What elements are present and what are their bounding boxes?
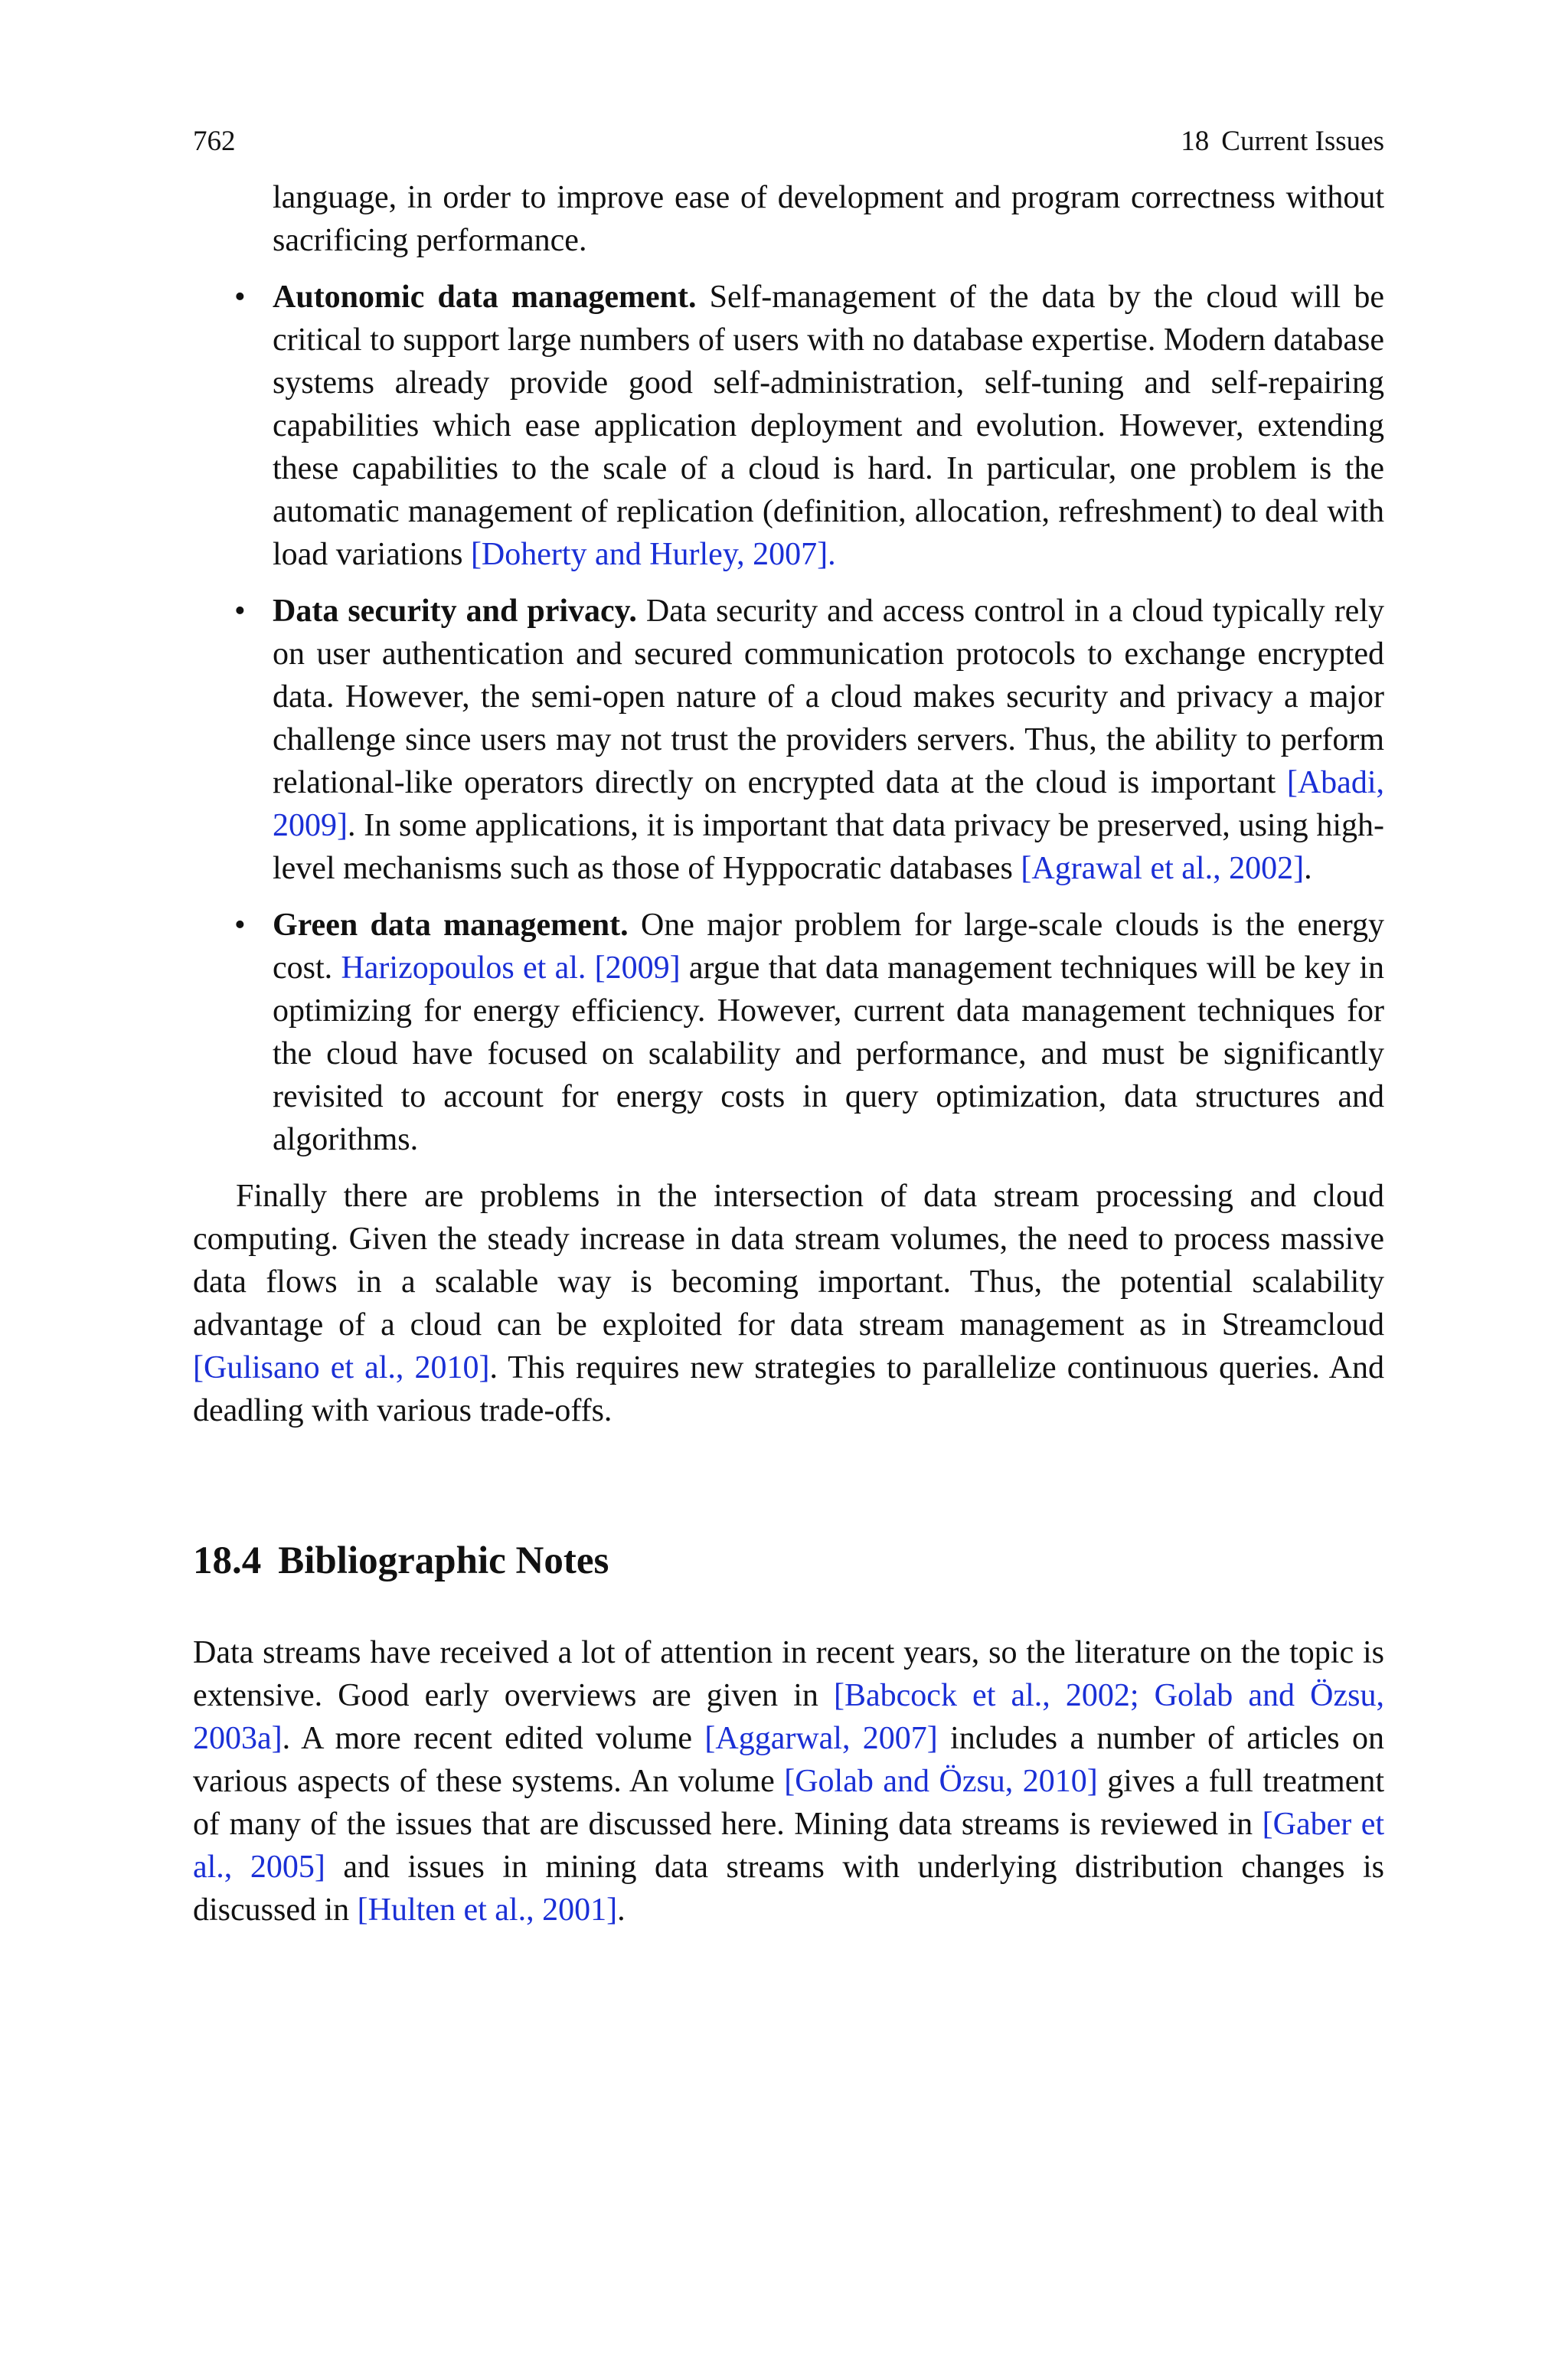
citation-link[interactable]: Harizopoulos et al. [2009]: [341, 950, 681, 986]
bullet-text: .: [1304, 851, 1312, 886]
citation-link[interactable]: [Gaber et al., 2005]: [193, 1807, 1384, 1885]
bullet-title: Data security and privacy.: [273, 594, 637, 629]
citation-link[interactable]: [Gulisano et al., 2010]: [193, 1350, 490, 1385]
bullet-autonomic-data-management: [193, 276, 1384, 576]
continued-text: language, in order to improve ease of development and program correctness without sacrificing performance.: [273, 180, 1384, 258]
bullet-paragraph: [273, 904, 1384, 1161]
paragraph-text: includes a number of articles on various aspects of these systems. An volume: [193, 1721, 1384, 1799]
citation-link[interactable]: [Golab and Özsu, 2010]: [784, 1764, 1098, 1799]
chapter-number: 18: [1181, 126, 1210, 157]
citation-link[interactable]: [Abadi, 2009]: [273, 765, 1384, 843]
bullet-title: Green data management.: [273, 908, 629, 943]
citation-link[interactable]: [Agrawal et al., 2002]: [1021, 851, 1305, 886]
bullet-text: argue that data management techniques will be key in optimizing for energy efficiency. However, current data management techniques for the cloud have focused on scalability and performance, and must be significantly revisited to account for energy costs in query optimization, data structures and algorithms.: [273, 950, 1384, 1157]
paragraph-text: gives a full treatment of many of the issues that are discussed here. Mining data streams is reviewed in: [193, 1764, 1385, 1842]
bullet-text: One major problem for large-scale clouds is the energy cost.: [273, 908, 1384, 986]
citation-link[interactable]: [Babcock et al., 2002; Golab and Özsu, 2003a]: [193, 1678, 1384, 1756]
section-title: Bibliographic Notes: [278, 1539, 609, 1582]
paragraph-text: . This requires new strategies to parallelize continuous queries. And deadling with various trade-offs.: [193, 1350, 1385, 1428]
bullet-marker: •: [234, 280, 246, 315]
running-head: [193, 123, 1384, 161]
chapter-heading: [1181, 123, 1384, 161]
bullet-text: Self-management of the data by the cloud will be critical to support large numbers of users with no database expertise. Modern database systems already provide good self-administration, self-tuning and self-repairing capabilities which ease application deployment and evolution. However, extending these capabilities to the scale of a cloud is hard. In particular, one problem is the automatic management of replication (definition, allocation, refreshment) to deal with load variations: [273, 280, 1384, 572]
bullet-list: [193, 276, 1384, 1161]
section-number: 18.4: [193, 1539, 262, 1582]
bullet-data-security-privacy: [193, 590, 1384, 890]
chapter-title: Current Issues: [1221, 126, 1384, 157]
bullet-title: Autonomic data management.: [273, 280, 697, 315]
bullet-paragraph: [273, 276, 1384, 576]
bullet-green-data-management: [193, 904, 1384, 1161]
bullet-text: . In some applications, it is important that data privacy be preserved, using high-level mechanisms such as those of Hyppocratic databases: [273, 808, 1384, 886]
citation-link[interactable]: [Aggarwal, 2007]: [704, 1721, 938, 1756]
paragraph-text: . A more recent edited volume: [282, 1721, 705, 1756]
bullet-marker: •: [234, 594, 246, 629]
bullet-text: Data security and access control in a cloud typically rely on user authentication and secured communication protocols to exchange encrypted data. However, the semi-open nature of a cloud makes security and privacy a major challenge since users may not trust the providers servers. Thus, the ability to perform relational-like operators directly on encrypted data at the cloud is important: [273, 594, 1384, 800]
citation-link[interactable]: [Doherty and Hurley, 2007].: [470, 537, 836, 572]
page-number: 762: [193, 126, 236, 157]
paragraph-text: and issues in mining data streams with underlying distribution changes is discussed in: [193, 1850, 1384, 1928]
bullet-marker: •: [234, 908, 246, 943]
final-paragraph: [193, 1175, 1384, 1432]
paragraph-text: .: [617, 1892, 626, 1928]
section-heading: [193, 1536, 1384, 1585]
paragraph-text: Data streams have received a lot of attention in recent years, so the literature on the topic is extensive. Good early overviews are given in: [193, 1635, 1384, 1713]
paragraph-text: Finally there are problems in the intersection of data stream processing and cloud computing. Given the steady increase in data stream volumes, the need to process massive data flows in a scalable way is becoming important. Thus, the potential scalability advantage of a cloud can be exploited for data stream management as in Streamcloud: [193, 1179, 1384, 1343]
bullet-paragraph: [273, 590, 1384, 890]
citation-link[interactable]: [Hulten et al., 2001]: [357, 1892, 618, 1928]
bibliographic-paragraph: [193, 1631, 1384, 1932]
